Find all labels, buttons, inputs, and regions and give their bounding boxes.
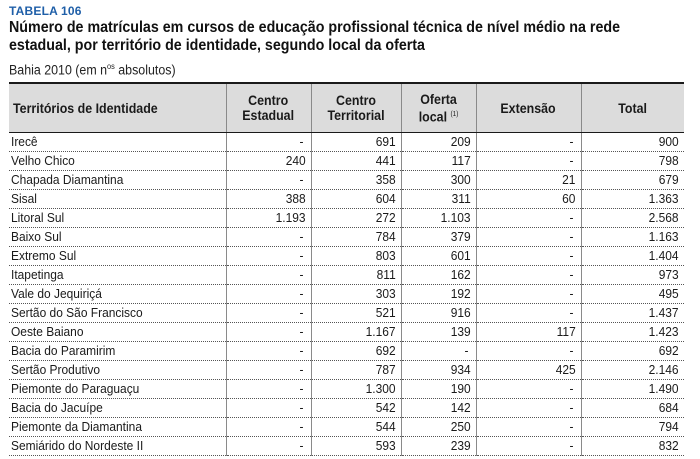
territory-name: Piemonte do Paraguaçu [11, 381, 140, 396]
extensao-cell [476, 247, 581, 266]
territory-name: Semiárido do Nordeste II [11, 438, 144, 453]
total-value: 1.437 [649, 305, 679, 320]
centro-territorial-value: 272 [375, 210, 396, 225]
oferta-local-value: 142 [450, 400, 471, 415]
header-extensao-label: Extensão [500, 100, 557, 116]
centro-estadual-value: - [299, 134, 304, 149]
total-value: 1.163 [649, 229, 679, 244]
extensao-cell [476, 228, 581, 247]
centro-estadual-value: - [299, 286, 304, 301]
centro-estadual-cell [226, 152, 311, 171]
total-value: 798 [659, 153, 679, 168]
extensao-cell [476, 133, 581, 152]
total-cell [581, 323, 684, 342]
extensao-cell [476, 266, 581, 285]
header-oferta-local-note: (1) [450, 110, 459, 118]
total-value: 794 [659, 419, 679, 434]
oferta-local-value: 250 [450, 419, 471, 434]
territory-name: Vale do Jequiriçá [11, 286, 102, 301]
total-cell [581, 133, 684, 152]
extensao-value: - [569, 438, 574, 453]
centro-estadual-value: - [299, 400, 304, 415]
oferta-local-value: 239 [450, 438, 471, 453]
total-value: 692 [659, 343, 679, 358]
territory-name: Baixo Sul [11, 229, 62, 244]
header-oferta-local-l1: Oferta [420, 91, 457, 107]
territory-name-cell [9, 437, 226, 456]
centro-estadual-value: - [299, 172, 304, 187]
centro-territorial-cell [311, 209, 401, 228]
oferta-local-value: 601 [450, 248, 471, 263]
header-total-label: Total [618, 100, 648, 116]
table-row [9, 209, 684, 228]
total-value: 684 [659, 400, 679, 415]
oferta-local-value: 192 [450, 286, 471, 301]
territory-name-cell [9, 190, 226, 209]
centro-territorial-value: 811 [376, 267, 396, 282]
centro-territorial-cell [311, 228, 401, 247]
table-body [9, 133, 684, 456]
header-centro-territorial-l2: Territorial [327, 108, 385, 123]
centro-territorial-value: 593 [375, 438, 396, 453]
table-row [9, 152, 684, 171]
centro-territorial-value: 544 [375, 419, 396, 434]
total-value: 2.146 [649, 362, 679, 377]
oferta-local-value: - [464, 343, 469, 358]
centro-estadual-cell [226, 228, 311, 247]
table-row [9, 247, 684, 266]
oferta-local-value: 162 [450, 267, 471, 282]
centro-estadual-value: - [299, 229, 304, 244]
table-label: TABELA 106 [9, 4, 82, 18]
table-title [9, 19, 635, 55]
centro-territorial-value: 358 [375, 172, 396, 187]
centro-estadual-cell [226, 399, 311, 418]
territory-name-cell [9, 323, 226, 342]
territory-name: Sertão do São Francisco [11, 305, 143, 320]
extensao-cell [476, 304, 581, 323]
centro-territorial-value: 1.167 [365, 324, 396, 339]
total-cell [581, 266, 684, 285]
total-cell [581, 190, 684, 209]
territory-name-cell [9, 361, 226, 380]
extensao-cell [476, 418, 581, 437]
header-centro-territorial [311, 84, 401, 133]
extensao-cell [476, 171, 581, 190]
extensao-value: - [569, 400, 574, 415]
centro-estadual-cell [226, 361, 311, 380]
oferta-local-cell [401, 342, 476, 361]
territory-name-cell [9, 228, 226, 247]
header-total [581, 84, 684, 133]
centro-estadual-cell [226, 418, 311, 437]
centro-territorial-value: 787 [375, 362, 396, 377]
centro-territorial-value: 803 [375, 248, 396, 263]
territory-name: Velho Chico [11, 153, 75, 168]
territory-name-cell [9, 380, 226, 399]
total-cell [581, 380, 684, 399]
oferta-local-value: 311 [451, 191, 471, 206]
extensao-value: - [569, 381, 574, 396]
header-centro-territorial-l1: Centro [335, 93, 376, 108]
centro-estadual-cell [226, 190, 311, 209]
territory-name: Sisal [11, 191, 37, 206]
centro-territorial-value: 784 [375, 229, 396, 244]
data-table-container [9, 84, 684, 456]
centro-territorial-value: 303 [375, 286, 396, 301]
header-territorios-label: Territórios de Identidade [13, 100, 158, 116]
subtitle-sup: os [107, 62, 115, 71]
table-row [9, 228, 684, 247]
centro-territorial-cell [311, 133, 401, 152]
extensao-cell [476, 380, 581, 399]
centro-territorial-cell [311, 190, 401, 209]
centro-estadual-cell [226, 285, 311, 304]
header-centro-estadual-l2: Estadual [242, 108, 295, 123]
oferta-local-cell [401, 418, 476, 437]
total-value: 1.423 [649, 324, 679, 339]
centro-estadual-cell [226, 133, 311, 152]
extensao-value: - [569, 419, 574, 434]
total-value: 495 [659, 286, 679, 301]
oferta-local-cell [401, 209, 476, 228]
centro-estadual-value: - [299, 248, 304, 263]
oferta-local-cell [401, 171, 476, 190]
extensao-value: - [569, 286, 574, 301]
extensao-cell [476, 323, 581, 342]
centro-territorial-cell [311, 304, 401, 323]
header-centro-estadual [226, 84, 311, 133]
extensao-cell [476, 209, 581, 228]
centro-territorial-cell [311, 437, 401, 456]
centro-territorial-cell [311, 342, 401, 361]
oferta-local-value: 117 [451, 153, 471, 168]
total-cell [581, 171, 684, 190]
centro-estadual-value: - [299, 362, 304, 377]
centro-territorial-cell [311, 399, 401, 418]
territory-name-cell [9, 152, 226, 171]
total-cell [581, 399, 684, 418]
total-value: 900 [659, 134, 679, 149]
table-row [9, 266, 684, 285]
extensao-cell [476, 152, 581, 171]
oferta-local-cell [401, 190, 476, 209]
centro-territorial-value: 604 [375, 191, 396, 206]
extensao-value: - [569, 305, 574, 320]
territory-name-cell [9, 285, 226, 304]
oferta-local-cell [401, 285, 476, 304]
centro-territorial-cell [311, 152, 401, 171]
table-row [9, 133, 684, 152]
extensao-cell [476, 361, 581, 380]
territory-name: Chapada Diamantina [11, 172, 124, 187]
territory-name: Sertão Produtivo [11, 362, 101, 377]
extensao-value: - [569, 153, 574, 168]
title-line-2: estadual, por território de identidade, segundo local da oferta [9, 37, 425, 54]
territory-name-cell [9, 342, 226, 361]
total-cell [581, 247, 684, 266]
total-cell [581, 285, 684, 304]
oferta-local-cell [401, 304, 476, 323]
total-value: 973 [659, 267, 679, 282]
total-cell [581, 304, 684, 323]
data-table [9, 84, 684, 456]
total-cell [581, 209, 684, 228]
table-row [9, 304, 684, 323]
oferta-local-value: 190 [450, 381, 471, 396]
total-value: 832 [659, 438, 679, 453]
centro-territorial-cell [311, 266, 401, 285]
centro-estadual-value: - [299, 381, 304, 396]
table-row [9, 361, 684, 380]
extensao-value: 21 [562, 172, 576, 187]
territory-name-cell [9, 171, 226, 190]
table-row [9, 285, 684, 304]
centro-estadual-value: - [299, 305, 304, 320]
table-row [9, 437, 684, 456]
subtitle-post: absolutos) [114, 62, 176, 78]
table-row [9, 380, 684, 399]
header-oferta-local [401, 84, 476, 133]
territory-name: Extremo Sul [11, 248, 77, 263]
oferta-local-value: 300 [450, 172, 471, 187]
table-header [9, 84, 684, 133]
table-subtitle [9, 62, 176, 78]
centro-territorial-cell [311, 380, 401, 399]
centro-territorial-value: 1.300 [365, 381, 396, 396]
table-row [9, 323, 684, 342]
centro-territorial-value: 441 [375, 153, 396, 168]
oferta-local-value: 209 [450, 134, 471, 149]
territory-name-cell [9, 266, 226, 285]
oferta-local-cell [401, 399, 476, 418]
extensao-cell [476, 190, 581, 209]
header-territorios [9, 84, 226, 133]
extensao-value: 117 [556, 324, 576, 339]
oferta-local-value: 379 [450, 229, 471, 244]
centro-territorial-cell [311, 323, 401, 342]
centro-estadual-cell [226, 380, 311, 399]
territory-name-cell [9, 399, 226, 418]
total-value: 1.490 [649, 381, 679, 396]
territory-name: Litoral Sul [11, 210, 65, 225]
oferta-local-value: 139 [450, 324, 471, 339]
header-centro-estadual-l1: Centro [248, 93, 289, 108]
oferta-local-cell [401, 323, 476, 342]
oferta-local-value: 1.103 [440, 210, 471, 225]
oferta-local-cell [401, 152, 476, 171]
centro-territorial-value: 692 [375, 343, 396, 358]
total-cell [581, 418, 684, 437]
extensao-value: - [569, 210, 574, 225]
oferta-local-cell [401, 437, 476, 456]
table-row [9, 171, 684, 190]
extensao-value: - [569, 229, 574, 244]
centro-territorial-value: 521 [375, 305, 396, 320]
extensao-cell [476, 399, 581, 418]
centro-territorial-cell [311, 285, 401, 304]
oferta-local-value: 916 [450, 305, 471, 320]
extensao-value: - [569, 248, 574, 263]
oferta-local-cell [401, 133, 476, 152]
territory-name: Bacia do Paramirim [11, 343, 116, 358]
total-cell [581, 361, 684, 380]
total-cell [581, 342, 684, 361]
oferta-local-cell [401, 361, 476, 380]
centro-territorial-cell [311, 247, 401, 266]
centro-estadual-value: - [299, 419, 304, 434]
total-cell [581, 228, 684, 247]
extensao-value: 425 [555, 362, 576, 377]
territory-name: Piemonte da Diamantina [11, 419, 142, 434]
oferta-local-cell [401, 380, 476, 399]
centro-estadual-cell [226, 342, 311, 361]
total-cell [581, 437, 684, 456]
centro-estadual-value: - [299, 267, 304, 282]
oferta-local-cell [401, 247, 476, 266]
total-value: 679 [659, 172, 679, 187]
territory-name: Irecê [11, 134, 38, 149]
centro-territorial-cell [311, 171, 401, 190]
centro-estadual-cell [226, 304, 311, 323]
title-line-1: Número de matrículas em cursos de educação profissional técnica de nível médio na rede [9, 19, 621, 36]
territory-name-cell [9, 247, 226, 266]
header-row [9, 84, 684, 133]
centro-estadual-cell [226, 209, 311, 228]
territory-name: Bacia do Jacuípe [11, 400, 103, 415]
table-row [9, 190, 684, 209]
centro-estadual-cell [226, 437, 311, 456]
territory-name-cell [9, 209, 226, 228]
extensao-value: - [569, 343, 574, 358]
centro-territorial-cell [311, 361, 401, 380]
centro-estadual-value: - [299, 324, 304, 339]
territory-name-cell [9, 418, 226, 437]
centro-estadual-cell [226, 323, 311, 342]
centro-estadual-value: 240 [285, 153, 306, 168]
territory-name-cell [9, 133, 226, 152]
centro-territorial-value: 691 [375, 134, 396, 149]
centro-estadual-value: 1.193 [275, 210, 306, 225]
centro-estadual-cell [226, 247, 311, 266]
territory-name: Oeste Baiano [11, 324, 84, 339]
total-cell [581, 152, 684, 171]
extensao-cell [476, 342, 581, 361]
table-row [9, 418, 684, 437]
centro-estadual-value: 388 [285, 191, 306, 206]
header-extensao [476, 84, 581, 133]
header-oferta-local-l2: local [418, 109, 447, 125]
territory-name-cell [9, 304, 226, 323]
centro-estadual-cell [226, 171, 311, 190]
extensao-value: - [569, 134, 574, 149]
centro-estadual-cell [226, 266, 311, 285]
centro-territorial-value: 542 [375, 400, 396, 415]
total-value: 2.568 [649, 210, 679, 225]
extensao-value: 60 [562, 191, 576, 206]
total-value: 1.404 [649, 248, 679, 263]
oferta-local-cell [401, 228, 476, 247]
centro-estadual-value: - [299, 438, 304, 453]
total-value: 1.363 [649, 191, 679, 206]
table-row [9, 399, 684, 418]
centro-estadual-value: - [299, 343, 304, 358]
extensao-value: - [569, 267, 574, 282]
oferta-local-cell [401, 266, 476, 285]
centro-territorial-cell [311, 418, 401, 437]
territory-name: Itapetinga [11, 267, 64, 282]
table-row [9, 342, 684, 361]
extensao-cell [476, 437, 581, 456]
oferta-local-value: 934 [450, 362, 471, 377]
subtitle-pre: Bahia 2010 (em n [9, 62, 108, 78]
extensao-cell [476, 285, 581, 304]
